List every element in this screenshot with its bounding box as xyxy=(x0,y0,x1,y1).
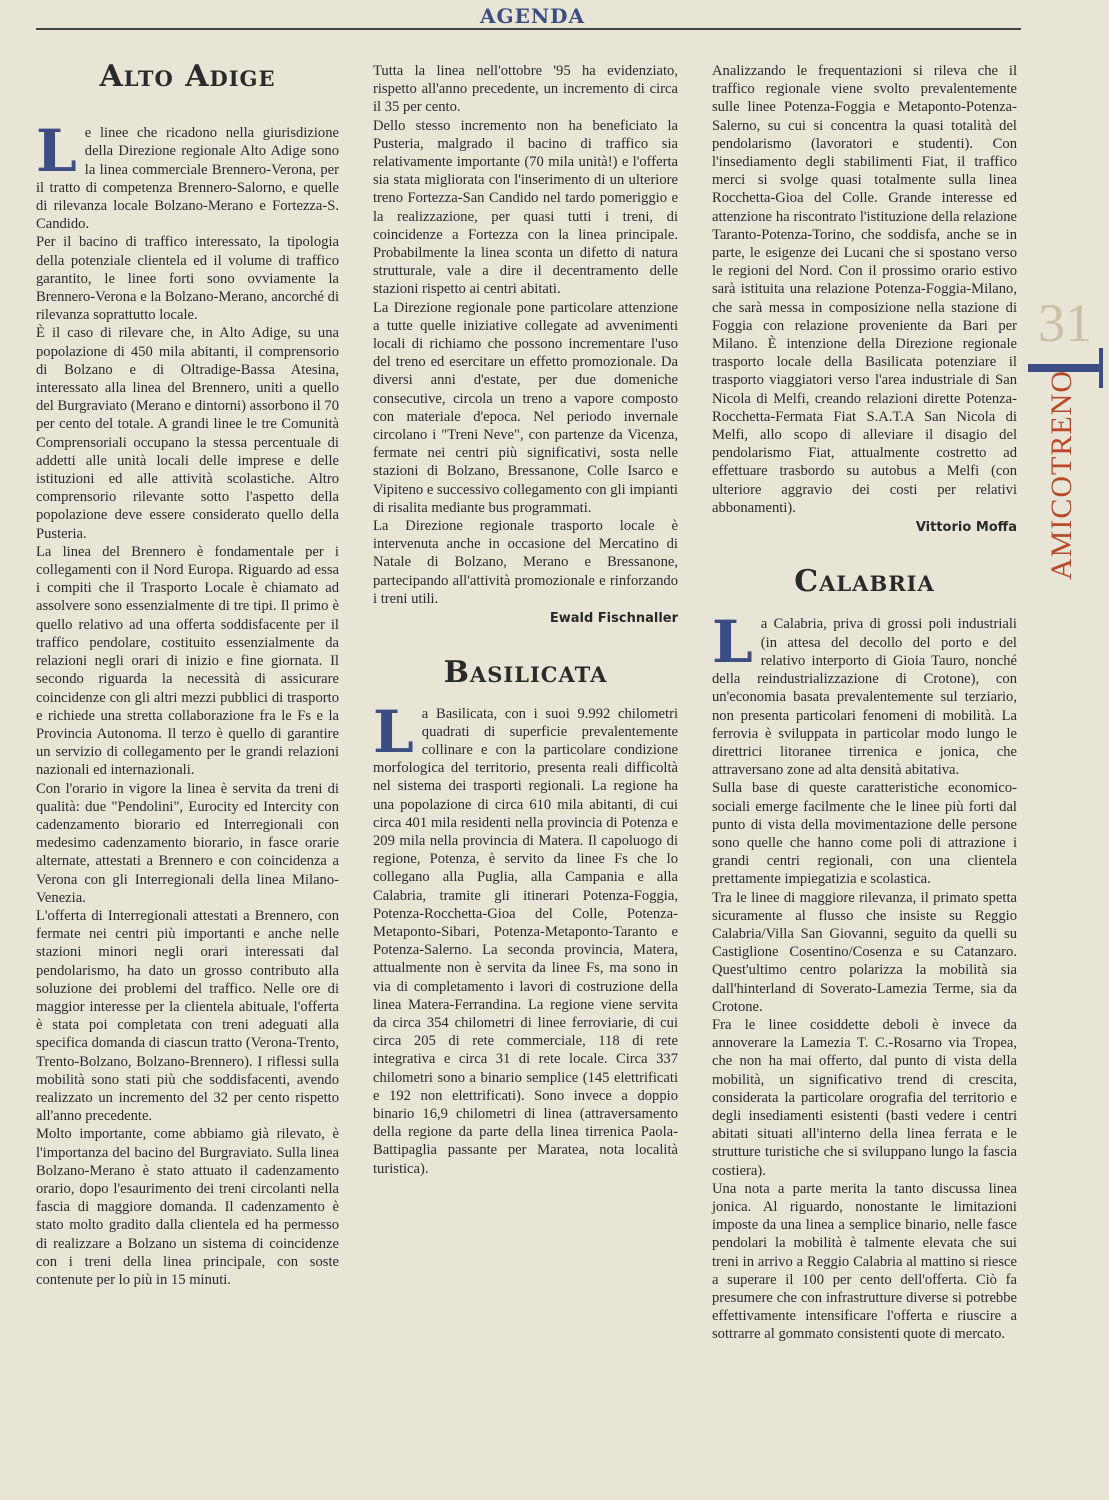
calabria-paragraph: Tra le linee di maggiore rilevanza, il primato spetta sicuramente al flusso che insiste su Reggio Calabria/Villa San Giovanni, seguito da quelli su Castiglione Cosentino/Cosenza e su Catanzaro. Quest'ultimo centro polarizza la mobilità sia dall'hinterland di Soverato-Lamezia Terme, sia da Crotone. xyxy=(712,889,1017,1015)
column-1 xyxy=(36,59,339,1289)
section-header: AGENDA xyxy=(474,4,591,28)
basilicata-paragraph: La Basilicata, con i suoi 9.992 chilometri quadrati di superficie prevalentemente collinare e con la particolare condizione morfologica del territorio, presenta reali difficoltà nel sistema dei trasporti regionali. La regione ha una popolazione di circa 610 mila abitanti, di cui circa 401 mila residenti nella provincia di Potenza e 209 mila nella provincia di Matera. Il capoluogo di regione, Potenza, è servito da linee Fs che lo collegano alla Puglia, alla Campania e alla Calabria, tramite gli itinerari Potenza-Foggia, Potenza-Rocchetta-Gioa del Colle, Potenza-Metaponto-Sibari, Potenza-Metaponto-Taranto e Potenza-Salerno. La seconda provincia, Matera, attualmente non è servita da linee Fs, ma sono in via di completamento i lavori di costruzione della linea Matera-Ferrandina. La regione viene servita da circa 354 chilometri di linee ferroviarie, di cui circa 205 di rete commerciale, 118 di rete integrativa e circa 31 di rete locale. Circa 337 chilometri sono a binario semplice (145 elettrificati e 192 non elettrificati). Sono invece a doppio binario 16,9 chilometri di linea (attraversamento della regione da parte della linea tirrenica Paola-Battipaglia passante per Maratea, nota località turistica). xyxy=(373,697,678,1177)
alto-adige-paragraph: La Direzione regionale trasporto locale è intervenuta anche in occasione del Mercatino di Natale di Bolzano, Merano e Bressanone, partecipando all'attività promozionale e rinforzando i treni utili. xyxy=(373,518,678,607)
alto-adige-title: Alto Adige xyxy=(99,59,276,94)
alto-adige-paragraph: Per il bacino di traffico interessato, la tipologia della potenziale clientela ed il volume di traffico garantito, le linee forti sono ovviamente la Brennero-Verona e la Bolzano-Merano, ancorché di rilevanza soprattutto locale. xyxy=(36,234,339,324)
column-2 xyxy=(373,62,678,1178)
dropcap: L xyxy=(373,697,414,766)
alto-adige-paragraph: È il caso di rilevare che, in Alto Adige, su una popolazione di 450 mila abitanti, il comprensorio di Bolzano e di Oltradige-Bassa Atesina, interessato alla linea del Brennero, uniti a quello del Burgraviato (Merano e dintorni) assorbono il 70 per cento del totale. A grandi linee le tre Comunità Comprensoriali occupano la stessa percentuale di addetti alle unità locali delle imprese e delle istituzioni ed alle attività scolastiche. Altro comprensorio rilevante sotto l'aspetto della popolazione deve essere considerato quello della Pusteria. xyxy=(36,325,339,542)
alto-adige-paragraph: L'offerta di Interregionali attestati a Brennero, con fermate nei centri più importanti e anche nelle stazioni minori negli orari interessati dal pendolarismo, ha dato un grosso contributo alla soluzione dei problemi del traffico. Nelle ore di maggior interesse per la clientela abituale, l'offerta è stata poi completata con treni adeguati alla specifica domanda di ciascun tratto (Verona-Trento, Trento-Bolzano, Bolzano-Brennero). I riflessi sulla mobilità sono stati più che soddisfacenti, avendo realizzato un incremento del 32 per cento rispetto all'anno precedente. xyxy=(36,907,339,1125)
alto-adige-paragraph: La Direzione regionale pone particolare attenzione a tutte quelle iniziative collegate ad avvenimenti locali di richiamo che possono incrementare l'uso del treno ed esercitare un effetto promozionale. Da diversi anni d'estate, per due domeniche consecutive, circola un treno a vapore composto con materiale d'epoca. Nel periodo invernale circolano i "Treni Neve", con partenze da Vicenza, fermate nei centri più significativi, sosta nelle stazioni di Bolzano, Bressanone, Colle Isarco e Vipiteno e successivo collegamento con gli impianti di risalita mediante bus programmati. xyxy=(373,299,678,516)
alto-adige-paragraph: Molto importante, come abbiamo già rilevato, è l'importanza del bacino del Burgraviato. Sulla linea Bolzano-Merano è stato attuato il cadenzamento orario, dopo l'esaurimento dei treni circolanti nella fascia di maggiore domanda. Il cadenzamento è stato molto gradito dalla clientela ed ha permesso di realizzare a Bolzano un sistema di coincidenze con i treni della linea principale, con soste contenute per lo più in 15 minuti. xyxy=(36,1126,339,1288)
alto-adige-paragraph: Tutta la linea nell'ottobre '95 ha evidenziato, rispetto all'anno precedente, un incremento di circa il 35 per cento. xyxy=(373,63,678,116)
magazine-name: AMICOTRENO xyxy=(1045,370,1078,580)
basilicata-title: Basilicata xyxy=(443,655,608,691)
dropcap: L xyxy=(712,608,753,677)
calabria-paragraph: Fra le linee cosiddette deboli è invece da annoverare la Lamezia T. C.-Rosarno via Tropea, che non ha mai offerto, dal punto di vista della mobilità, un significativo trend di crescita, considerata la particolare orografia del territorio e degli insediamenti esistenti (basti vedere i centri abitati situati all'interno della linea ferrata e le strutture turistiche che si sviluppano lungo la fascia costiera). xyxy=(712,1016,1017,1179)
alto-adige-paragraph: Con l'orario in vigore la linea è servita da treni di qualità: due "Pendolini", Eurocity ed Intercity con cadenzamento biorario ed Interregionali con medesimo cadenzamento biorario, in fasce orarie alternate, attestati a Brennero e con coincidenza a Verona con gli Interregionali della linea Milano-Venezia. xyxy=(36,780,339,906)
calabria-paragraph: La Calabria, priva di grossi poli industriali (in attesa del decollo del porto e del relativo interporto di Gioia Tauro, nonché della reindustrializzazione di Crotone), con un'economia basata prevalentemente sul terziario, non presenta particolari fenomeni di mobilità. La ferrovia è sviluppata in particolar modo lungo le direttrici litoranee tirrenica e jonica, che attraversano zone ad alta densità abitativa. xyxy=(712,608,1017,779)
side-bar-tick xyxy=(1099,348,1103,388)
alto-adige-author: Ewald Fischnaller xyxy=(549,611,678,627)
calabria-paragraph: Sulla base di queste caratteristiche economico-sociali emerge facilmente che le linee più forti dal punto di vista della movimentazione delle persone sono quelle che hanno come poli di attrazione i grandi centri regionali, con una clientela prettamente impiegatizia e scolastica. xyxy=(712,780,1017,888)
alto-adige-paragraph: Dello stesso incremento non ha beneficiato la Pusteria, malgrado il bacino di traffico sia relativamente importante (70 mila unità!) e l'offerta sia stata migliorata con l'inserimento di un ulteriore treno Fortezza-San Candido nel tardo pomeriggio e la realizzazione, per quasi tutti i treni, di coincidenze a Fortezza con la linea principale. Probabilmente la linea sconta un difetto di natura strutturale, vale a dire il decentramento delle stazioni rispetto ai centri abitati. xyxy=(373,117,678,298)
dropcap: L xyxy=(36,117,77,186)
calabria-paragraph: Una nota a parte merita la tanto discussa linea jonica. Al riguardo, nonostante le limitazioni imposte da una linea a semplice binario, nelle fasce pendolari la mobilità è talmente elevata che sui treni in arrivo a Reggio Calabria al mattino si riesce a superare il 100 per cento dell'offerta. Ciò fa presumere che con infrastrutture diverse si potrebbe effettivamente intensificare l'offerta e riuscire a sottrarre al gommato consistenti quote di mercato. xyxy=(712,1180,1017,1343)
basilicata-author: Vittorio Moffa xyxy=(915,520,1017,536)
calabria-title: Calabria xyxy=(794,564,935,600)
column-3 xyxy=(712,62,1017,1344)
basilicata-paragraph: Analizzando le frequentazioni si rileva che il traffico regionale viene svolto prevalentemente sulle linee Potenza-Foggia e Metaponto-Potenza-Salerno, su cui si concentra la quasi totalità del pendolarismo (lavoratori e studenti). Con l'insediamento degli stabilimenti Fiat, il traffico merci si svolge quasi totalmente sulla linea Rocchetta-Gioa del Colle. Grande interesse ed attenzione ha riscontrato l'istituzione della relazione Taranto-Potenza-Torino, che soddisfa, anche se in parte, le esigenze dei Lucani che si spostano verso le regioni del Nord. Con il prossimo orario estivo sarà istituita una relazione Potenza-Foggia-Milano, che sarà messa in composizione nella stazione di Foggia con relazione proveniente da Bari per Milano. È intenzione della Direzione regionale trasporto locale della Basilicata potenziare il trasporto viaggiatori verso l'area industriale di San Nicola di Melfi, creando relazioni dirette Potenza-Rocchetta-Fermata Fiat S.A.T.A San Nicola di Melfi, allo scopo di alleviare il disagio del pendolarismo Fiat, attualmente costretto ad effettuare trasbordo su autobus a Melfi (con ulteriore aggravio dei costi per relativi abbonamenti). xyxy=(712,63,1017,516)
alto-adige-paragraph: La linea del Brennero è fondamentale per i collegamenti con il Nord Europa. Riguardo ad essa i compiti che il Trasporto Locale è chiamato ad assolvere sono essenzialmente di tre tipi. Il primo è quello relativo ad una offerta soddisfacente per il traffico pendolare, costituito essenzialmente da relazioni negli orari di inizio e fine giornata. Il secondo riguarda la necessità di assicurare coincidenze con gli altri mezzi pubblici di trasporto e richiede una stretta collaborazione fra le Fs e la Provincia Autonoma. Il terzo è quello di garantire un servizio di collegamento per le grandi relazioni nazionali ed internazionali. xyxy=(36,543,339,779)
header-rule xyxy=(36,28,1021,30)
alto-adige-paragraph: Le linee che ricadono nella giurisdizione della Direzione regionale Alto Adige sono la linea commerciale Brennero-Verona, per il tratto di competenza Brennero-Salorno, e quelle di rilevanza locale Bolzano-Merano e Fortezza-S. Candido. xyxy=(36,117,339,233)
page-number: 31 xyxy=(1038,293,1092,353)
